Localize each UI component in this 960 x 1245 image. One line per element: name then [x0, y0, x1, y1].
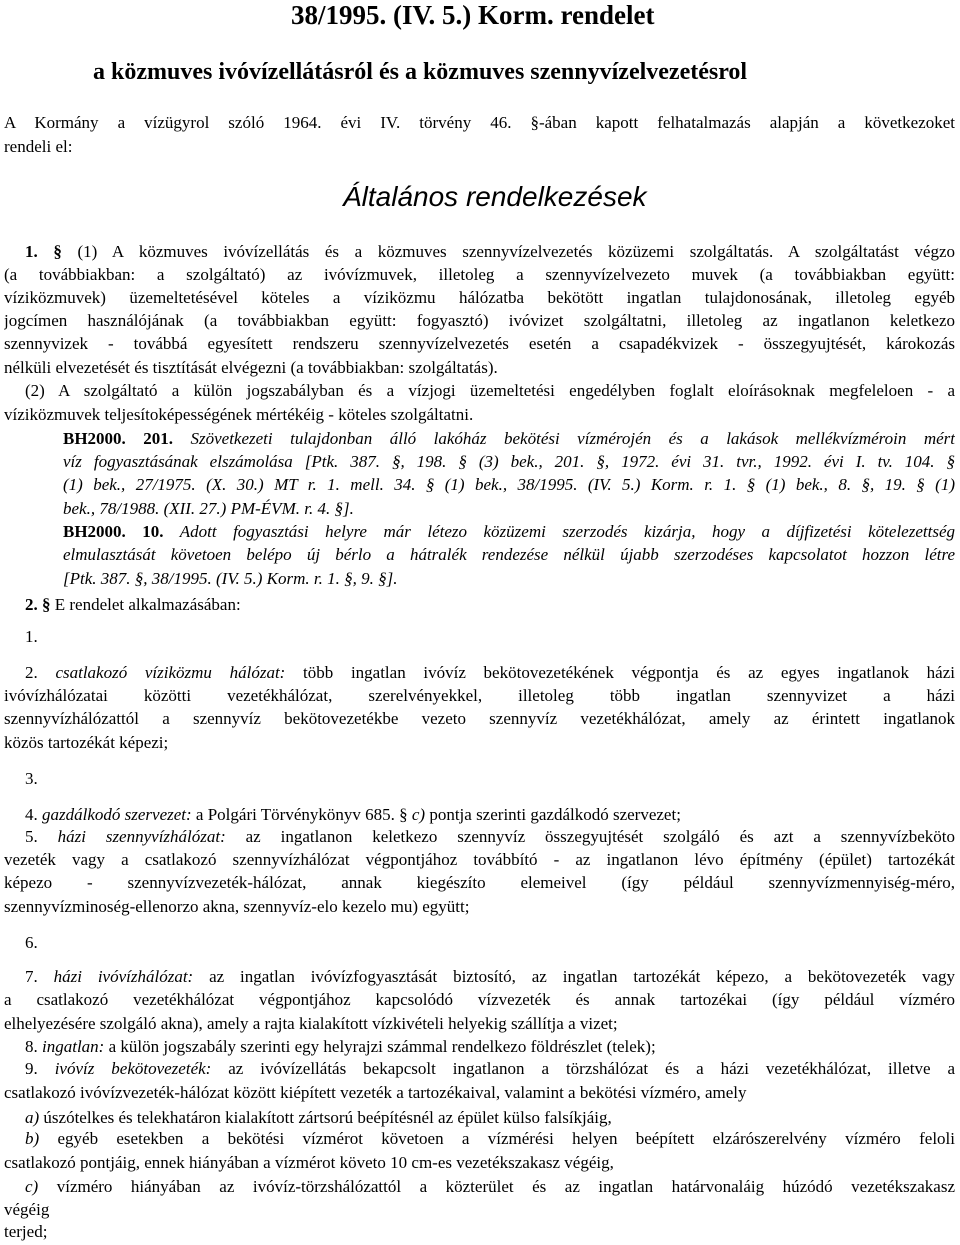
bh1-reference: BH2000. 201.: [63, 429, 174, 448]
document-subtitle: a közmuves ivóvízellátásról és a közmuves szennyvízelvezetésrol: [93, 59, 748, 85]
item-9-text-1: az ivóvízellátás bekapcsolt ingatlanon a törzshálózat és a házi vezetékhálózat, illetve a: [228, 1059, 955, 1078]
bh1-text-1: Szövetkezeti tulajdonban álló lakóház bekötési vízmérojén és a lakások mellékvízméroin mért: [190, 429, 955, 448]
item-1: 1.: [25, 627, 38, 646]
item-9-c-label: c): [25, 1177, 39, 1196]
par1-text-1: (1) A közmuves ivóvízellátás és a közmuves szennyvízelvezetés közüzemi szolgáltatás. A szolgáltatást végzo: [77, 242, 955, 261]
item-2-line-2: ivóvízhálózatai közötti vezetékhálózat, szerelvényekkel, illetoleg több ingatlan szennyvizet a házi: [4, 686, 955, 705]
item-8-line: [25, 1037, 656, 1057]
item-2-line-1: [25, 662, 955, 684]
bh1-line-2: víz fogyasztásának elszámolása [Ptk. 387. §, 198. § (3) bek., 201. §, 1972. évi 31. tvr., 1992. évi I. tv. 104. §: [63, 452, 955, 471]
item-2-number: 2.: [25, 663, 38, 682]
item-2-text-1: több ingatlan ivóvíz bekötovezetékének végpontja és az egyes ingatlanok házi: [303, 663, 955, 682]
bh2-reference: BH2000. 10.: [63, 522, 164, 541]
item-4-text-b: pontja szerinti gazdálkodó szervezet;: [429, 805, 681, 824]
par1-line-2: (a továbbiakban: a szolgáltató) az ivóvízmuvek, illetoleg a szennyvízelvezeto muvek (a továbbiakban együtt:: [4, 265, 955, 284]
item-5-term: házi szennyvízhálózat:: [57, 827, 226, 846]
item-9-c-line-1: [25, 1176, 955, 1198]
item-6: 6.: [25, 933, 38, 952]
bh2-line-1: [63, 521, 955, 543]
item-7-line-3: elhelyezésére szolgáló akna), amely a rajta kialakított vízkivételi helyekig szállítja a vizet;: [4, 1014, 618, 1033]
preamble-line-1: A Kormány a vízügyrol szóló 1964. évi IV. törvény 46. §-ában kapott felhatalmazás alapján a következoket: [4, 113, 955, 132]
item-5-line-4: szennyvízminoség-ellenorzo akna, szennyvíz-elo kezelo mu) együtt;: [4, 897, 470, 916]
par1-number: 1. §: [25, 242, 62, 261]
preamble-line-2: rendeli el:: [4, 137, 73, 156]
item-2-line-4: közös tartozékát képezi;: [4, 733, 169, 752]
par2-intro: E rendelet alkalmazásában:: [54, 595, 241, 614]
par2-line: [25, 595, 241, 615]
item-7-text-1: az ingatlan ivóvízfogyasztását biztosító, az ingatlan tartozékát képezo, a bekötovezeték vagy: [209, 967, 955, 986]
item-9-line-2: csatlakozó ivóvízvezeték-hálózat között kiépített vezeték a tartozékaival, valamint a bekötési vízméro, amely: [4, 1083, 747, 1102]
item-9-a-text: úszótelkes és telekhatáron kialakított zártsorú beépítésnél az épület külso falsíkjáig,: [43, 1108, 612, 1127]
par1-line-6: nélküli elvezetését és tisztítását elvégezni (a továbbiakban: szolgáltatás).: [4, 358, 498, 377]
item-9-a-label: a): [25, 1108, 40, 1127]
item-9-b-line-2: csatlakozó pontjáig, ennek hiányában a vízmérot követo 10 cm-es vezetékszakasz végéig,: [4, 1153, 614, 1172]
item-5-text-1: az ingatlanon keletkezo szennyvíz összegyujtését szolgáló és azt a szennyvízbeköto: [245, 827, 955, 846]
item-7-line-1: [25, 966, 955, 988]
item-5-number: 5.: [25, 827, 38, 846]
item-4-text-a: a Polgári Törvénykönyv 685. §: [195, 805, 408, 824]
document-title: 38/1995. (IV. 5.) Korm. rendelet: [291, 0, 655, 30]
item-9-c-line-3: terjed;: [4, 1222, 48, 1241]
bh1-line-3: (1) bek., 27/1975. (X. 30.) MT r. 1. mell. 34. § (1) bek., 38/1995. (IV. 5.) Korm. r. 1. § (1) bek., 8. §, 19. § (1): [63, 475, 955, 494]
bh2-line-3: [Ptk. 387. §, 38/1995. (IV. 5.) Korm. r. 1. §, 9. §].: [63, 569, 398, 588]
item-4-number: 4.: [25, 805, 38, 824]
item-7-term: házi ivóvízhálózat:: [53, 967, 194, 986]
par1-sub2-line-2: víziközmuvek teljesítoképességének mértékéig - köteles szolgáltatni.: [4, 405, 474, 424]
item-5-line-3: képezo - szennyvízvezeték-hálózat, annak kiegészíto elemeivel (így például szennyvízmennyiség-méro,: [4, 873, 955, 892]
item-2-line-3: szennyvízhálózattól a szennyvíz bekötovezetékbe vezeto szennyvíz vezetékhálózat, amely az érintett ingatlanok: [4, 709, 955, 728]
item-9-term: ivóvíz bekötovezeték:: [54, 1059, 212, 1078]
item-9-b-text-1: egyéb esetekben a bekötési vízmérot követoen a vízmérési helyen beépített elzárószerelvény vízméro feloli: [57, 1129, 955, 1148]
item-4-term: gazdálkodó szervezet:: [42, 805, 192, 824]
item-7-line-2: a csatlakozó vezetékhálózat végpontjához kapcsolódó vízvezeték és annak tartozékai (így például vízméro: [4, 990, 955, 1009]
item-9-c-line-2: végéig: [4, 1200, 50, 1219]
item-8-text: a külön jogszabály szerinti egy helyrajzi számmal rendelkezo földrészlet (telek);: [108, 1037, 656, 1056]
bh2-text-1: Adott fogyasztási helyre már létezo közüzemi szerzodés kizárja, hogy a díjfizetési kötelezettség: [179, 522, 955, 541]
item-5-line-2: vezeték vagy a csatlakozó szennyvízhálózat végpontjához továbbító - az ingatlanon lévo építmény (épület) tartozékát: [4, 850, 955, 869]
item-9-line-1: [25, 1058, 955, 1080]
item-8-number: 8.: [25, 1037, 38, 1056]
item-9-number: 9.: [25, 1059, 38, 1078]
item-4-letter-c: c): [411, 805, 426, 824]
section-heading: Általános rendelkezések: [343, 181, 647, 212]
bh1-line-4: bek., 78/1988. (XII. 27.) PM-ÉVM. r. 4. §].: [63, 499, 354, 518]
bh1-line-1: [63, 428, 955, 450]
item-9-b-label: b): [25, 1129, 40, 1148]
par2-number: 2. §: [25, 595, 51, 614]
item-2-term: csatlakozó víziközmu hálózat:: [55, 663, 286, 682]
par1-line-3: víziközmuvek) üzemeltetésével köteles a víziközmu hálózatba bekötött ingatlan tulajdonosának, illetoleg egyéb: [4, 288, 955, 307]
item-9-b-line-1: [25, 1128, 955, 1150]
par1-line-4: jogcímen használójának (a továbbiakban együtt: fogyasztó) ivóvizet szolgáltatni, illetoleg az ingatlanon keletkezo: [4, 311, 955, 330]
item-3: 3.: [25, 769, 38, 788]
item-4-line: [25, 805, 681, 825]
par1-line-5: szennyvizek - továbbá egyesített rendszeru szennyvízelvezetés esetén a csapadékvizek - összegyujtését, károkozás: [4, 334, 955, 353]
bh2-line-2: elmulasztását követoen belépo új bérlo a hátralék rendezése nélkül újabb szerzodéses kapcsolatot hozzon létre: [63, 545, 955, 564]
par1-sub2-line-1: (2) A szolgáltató a külön jogszabályban és a vízjogi üzemeltetési engedélyben foglalt eloírásoknak megfeleloen - a: [25, 381, 955, 400]
par1-line-1: [25, 241, 955, 263]
item-9-c-text-1: vízméro hiányában az ivóvíz-törzshálózattól a közterület és az ingatlan határvonaláig húzódó vezetékszakasz: [56, 1177, 955, 1196]
item-7-number: 7.: [25, 967, 38, 986]
item-5-line-1: [25, 826, 955, 848]
item-8-term: ingatlan:: [42, 1037, 105, 1056]
item-9-a: [25, 1108, 612, 1128]
